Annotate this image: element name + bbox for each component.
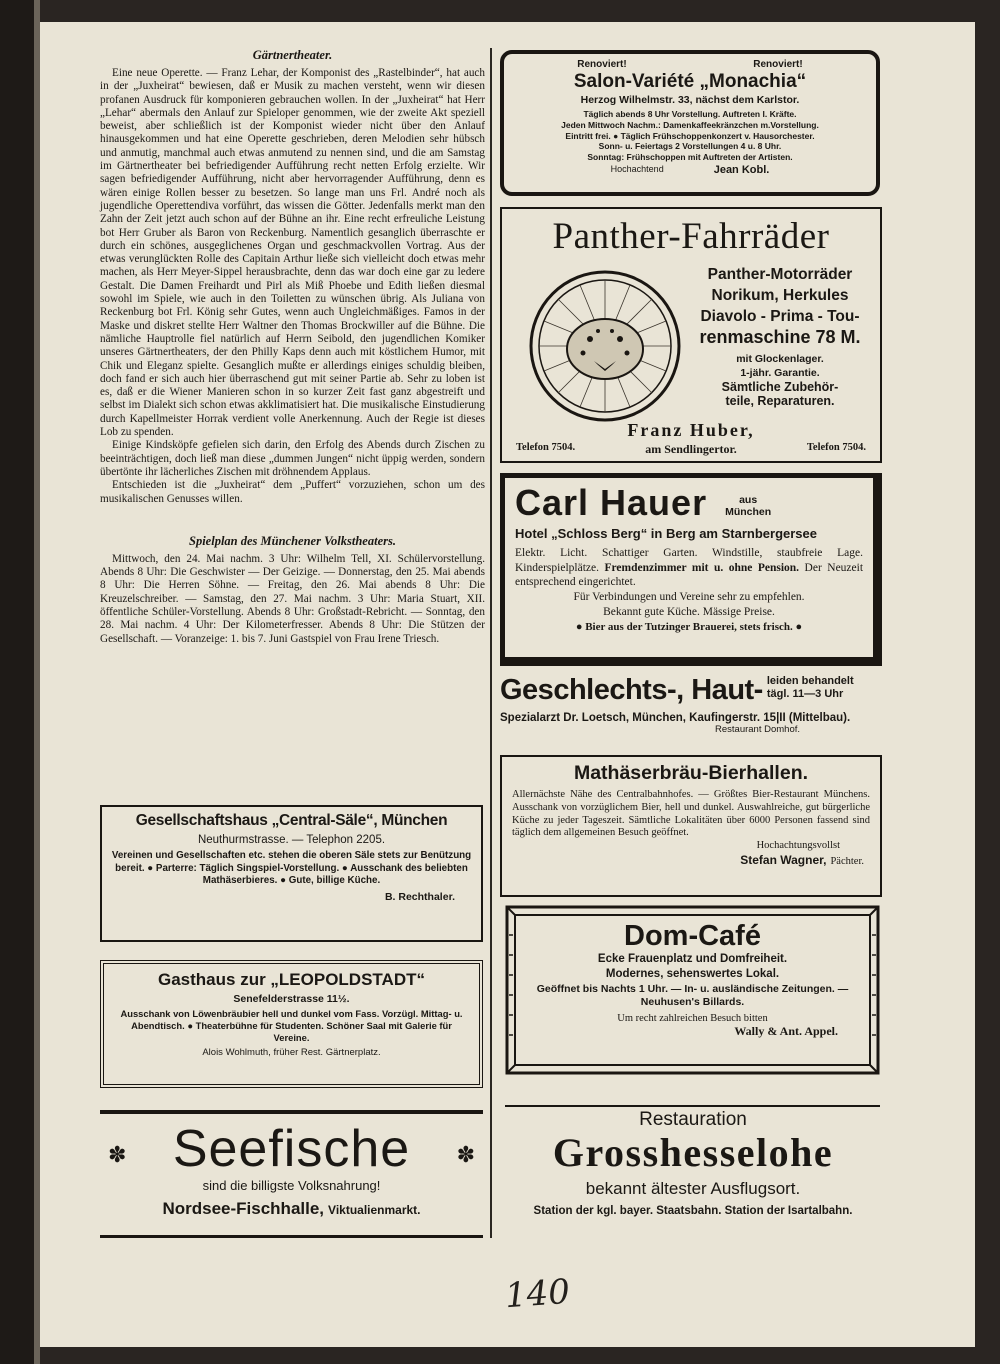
monachia-address: Herzog Wilhelmstr. 33, nächst dem Karlstor.	[580, 94, 800, 106]
seefische-location: Viktualienmarkt.	[328, 1203, 421, 1217]
panther-title: Panther-Fahrräder	[552, 216, 830, 257]
monachia-line-3: Eintritt frei. ● Täglich Frühschoppenkonzert v. Hausorchester.	[565, 130, 815, 141]
dom-cafe-request: Um recht zahlreichen Besuch bitten	[617, 1013, 768, 1024]
ad-mathaeser	[500, 755, 882, 897]
theater-review: Eine neue Operette. — Franz Lehar, der Komponist des „Rastelbinder“, hat auch in der „Juxheirat“ bewiesen, daß er Musik zu machen versteht, wenn wir diesen profanen Ausdruck für komponieren gebrauchen wollen. In der „Juxheirat“ hat Herr „Lehar“ abermals den Anlauf zur Spieloper genommen, wie der zweite Akt speziell beweist, aber schließlich ist der Komponist wieder nicht über den Anlauf hinausgekommen und hat eine Operette geschrieben, deren Melodien sehr hübsch und anmutig, manchmal auch etwas anmutend zu nennen sind, und die am Samstag im Gärtnertheater bei befriedigender Aufführung recht netten Erfolg erzielte. Wir sagen befriedigender Aufführung, nicht aber hervorragender Aufführung, denn es wären einige Rollen besser zu besetzen. So lange man uns Frl. André noch als jugendliche Operettendiva vorführt, das wissen die Götter. Jedenfalls merkt man den Zahn der Zeit jetzt auch schon auf der Bühne an ihr. Eine recht erfreuliche Leistung bot Herr Gruber als Baron von Reckenburg. Namentlich gesanglich überraschte er durch ein schönes, ausgeglichenes Organ und geschmackvollen Vortrag. Aus der etwas verunglückten Rolle des Capitain Arthur ließe sich vielleicht doch etwas mehr machen, als Herr Meyer-Sippel herausbrachte, denn das war doch eine gar zu ledere Gestalt. Die Damen Freihardt und Pirl als Miß Phoebe und Edith ließen diesmal sowohl im Spiele, wie auch in den Toiletten zu wünschen übrig. Als Juliana von Reckenburg bot Frl. König sehr Gutes, wenn auch Ungleichmäßiges. Famos in der Maske und diskret stellte Herr Waltner den Thomas Brockwiller auf die Bühne. Die nämliche Hauptrolle fiel natürlich auf Herrn Seibold, den jugendlichen Komiker unseres Gärtnertheaters, der den Philly Kaps denn auch mit köstlichem Humor, mit Chik und Eleganz spielte. Gesanglich mußte er allerdings einiges schuldig bleiben, doch fand er sich auch hier überraschend gut mit seiner Partie ab. Sehr zu loben ist es, daß er die Wiener Manieren schon in so kurzer Zeit fast ganz abgestreift und selbst im Dialekt sich schon etwas akklimatisiert hat. Die musikalische Einstudierung durch Kapellmeister Horrak verdient volle Anerkennung. Auch der Regie ist dieses Lob zu spenden.	[100, 67, 485, 439]
leopoldstadt-owner: Alois Wohlmuth, früher Rest. Gärtnerplatz.	[202, 1047, 381, 1058]
flower-ornament-icon: ✽	[108, 1142, 127, 1167]
dom-cafe-owner: Wally & Ant. Appel.	[734, 1024, 838, 1038]
mathaeser-owner: Stefan Wagner,	[740, 853, 827, 868]
dom-cafe-title: Dom-Café	[624, 920, 761, 952]
monachia-renoviert-right: Renoviert!	[753, 59, 803, 70]
hauer-text-3: Für Verbindungen und Vereine sehr zu empfehlen.	[573, 590, 805, 603]
panther-models-2: renmaschine 78 M.	[699, 327, 861, 347]
monachia-line-1: Täglich abends 8 Uhr Vorstellung. Auftreten I. Kräfte.	[583, 109, 797, 119]
spielplan-heading: Spielplan des Münchener Volkstheaters.	[189, 533, 396, 548]
left-column	[100, 48, 485, 646]
monachia-owner: Jean Kobl.	[713, 163, 770, 176]
panther-models: Diavolo - Prima - Tou-	[700, 308, 860, 325]
dom-cafe-address: Ecke Frauenplatz und Domfreiheit.	[597, 953, 788, 965]
monachia-line-2: Jeden Mittwoch Nachm.: Damenkaffeekränzchen m.Vorstellung.	[561, 119, 819, 130]
hauer-text-2: Der Neuzeit entsprechend eingerichtet.	[515, 561, 864, 588]
hauer-text-4: Bekannt gute Küche. Mässige Preise.	[603, 605, 775, 618]
central-saele-owner: B. Rechthaler.	[384, 890, 455, 903]
leopoldstadt-text: Ausschank von Löwenbräubier hell und dunkel vom Fass. Vorzügl. Mittag- u. Abendtisch. ● Theaterbühne für Studenten. Schöner Saal mit Galerie für Vereine.	[120, 1008, 463, 1043]
loetsch-side-2: tägl. 11—3 Uhr	[766, 688, 844, 700]
leopoldstadt-address: Senefelderstrasse 11½.	[233, 993, 350, 1005]
panther-parts-2: teile, Reparaturen.	[725, 394, 835, 408]
leopoldstadt-title: Gasthaus zur „LEOPOLDSTADT“	[158, 970, 425, 989]
mathaeser-role: Pächter.	[830, 856, 864, 868]
central-saele-title: Gesellschaftshaus „Central-Säle“, München	[135, 812, 448, 829]
hauer-aus: aus	[739, 494, 758, 506]
hauer-rooms: Fremdenzimmer mit u. ohne Pension.	[604, 561, 800, 574]
hauer-text-1: Elektr. Licht. Schattiger Garten. Windstille, staubfreie Lage. Kinderspielplätze.	[515, 547, 863, 574]
wheel-panther-icon	[528, 269, 682, 423]
hauer-hotel: Hotel „Schloss Berg“ in Berg am Starnbergersee	[515, 526, 817, 541]
loetsch-restaurant: Restaurant Domhof.	[715, 724, 801, 735]
theater-review-3: Entschieden ist die „Juxheirat“ dem „Puffert“ vorzuziehen, schon um des musikalischen Genusses willen.	[100, 479, 485, 505]
mathaeser-greeting: Hochachtungsvollst	[756, 840, 840, 852]
panther-motor: Panther-Motorräder	[707, 266, 853, 283]
mathaeser-title: Mathäserbräu-Bierhallen.	[573, 762, 809, 784]
ad-monachia	[500, 50, 880, 196]
theater-review-2: Einige Kindsköpfe gefielen sich darin, den Erfolg des Abends durch Zischen zu beeinträchtigen, doch ließ man diese „dummen Jungen“ nicht üppig werden, sondern übertönte ihr lächerliches Zischen mit dröhnendem Applaus.	[100, 439, 485, 478]
hauer-beer: ● Bier aus der Tutzinger Brauerei, stets frisch. ●	[575, 620, 803, 633]
hauer-city: München	[725, 506, 772, 518]
seefische-title: Seefische	[172, 1120, 411, 1178]
seefische-subtitle: sind die billigste Volksnahrung!	[202, 1178, 381, 1193]
hauer-name: Carl Hauer	[515, 482, 708, 523]
panther-parts: Sämtliche Zubehör-	[721, 380, 839, 394]
spielplan-text: Mittwoch, den 24. Mai nachm. 3 Uhr: Wilhelm Tell, XI. Schülervorstellung. Abends 8 Uhr: Die Geschwister — Der Geizige. — Donnerstag, den 25. Mai abends 8 Uhr: Die Herren Söhne. — Freitag, den 26. Mai abends 8 Uhr: Die Kreuzelschreiber. — Samstag, den 27. Mai nachm. 3 Uhr: Maria Stuart, XII. öffentliche Schüler-Vorstellung. Abends 8 Uhr: Großstadt-Rebricht. — Sonntag, den 28. Mai nachm. 4 Uhr: Der Kilometerfresser. Abends 8 Uhr: Die Stützen der Gesellschaft. — Voranzeige: 1. bis 7. Juni Gastspiel von Frau Irene Triesch.	[100, 552, 485, 645]
page-number: 140	[503, 1271, 572, 1317]
panther-guarantee: 1-jähr. Garantie.	[740, 367, 820, 379]
panther-phone-left: Telefon 7504.	[516, 442, 576, 453]
panther-phone-right: Telefon 7504.	[806, 442, 866, 453]
panther-brands: Norikum, Herkules	[711, 287, 849, 304]
monachia-line-4: Sonn- u. Feiertags 2 Vorstellungen 4 u. 8 Uhr.	[598, 141, 782, 152]
ad-carl-hauer	[500, 473, 882, 666]
theater-heading: Gärtnertheater.	[252, 48, 333, 62]
panther-bell: mit Glockenlager.	[736, 353, 824, 365]
monachia-title: Salon-Variété „Monachia“	[573, 71, 807, 92]
mathaeser-text: Allernächste Nähe des Centralbahnhofes. — Größtes Bier-Restaurant Münchens. Ausschank von vorzüglichem Bier, hell und dunkel. Auswahlreiche, gut bürgerliche Küche zu jeder Tageszeit. Sämtliche Lokalitäten über 6000 Personen fassend sind täglich dem allgemeinen Besuch geöffnet.	[512, 789, 870, 839]
monachia-renoviert-left: Renoviert!	[577, 59, 627, 70]
monachia-greeting: Hochachtend	[610, 163, 664, 174]
grosshesselohe-subtitle: bekannt ältester Ausflugsort.	[585, 1179, 801, 1198]
dom-cafe-hours: Geöffnet bis Nachts 1 Uhr. — In- u. ausländische Zeitungen. — Neuhusen's Billards.	[536, 983, 849, 1008]
flower-ornament-icon: ✽	[456, 1142, 475, 1167]
column-divider	[490, 48, 492, 1238]
central-saele-text: Vereinen und Gesellschaften etc. stehen die oberen Säle stets zur Benützung bereit. ● Parterre: Täglich Singspiel-Vorstellung. ● Ausschank des beliebten Mathäserbieres. ● Gute, billige Küche.	[111, 850, 472, 886]
loetsch-title: Geschlechts-, Haut-	[500, 674, 763, 706]
grosshesselohe-label: Restauration	[639, 1109, 747, 1130]
panther-location: am Sendlingertor.	[645, 442, 737, 456]
loetsch-side-1: leiden behandelt	[766, 675, 854, 687]
central-saele-address: Neuthurmstrasse. — Telephon 2205.	[197, 834, 386, 846]
ad-central-saele	[100, 805, 483, 942]
ad-seefische	[100, 1110, 483, 1238]
grosshesselohe-title: Grosshesselohe	[552, 1130, 834, 1175]
ad-panther	[500, 207, 882, 463]
ad-grosshesselohe	[497, 1105, 889, 1217]
grosshesselohe-station: Station der kgl. bayer. Staatsbahn. Station der Isartalbahn.	[533, 1205, 853, 1217]
ad-leopoldstadt	[100, 960, 483, 1088]
seefische-company: Nordsee-Fischhalle,	[162, 1199, 325, 1218]
loetsch-doctor: Spezialarzt Dr. Loetsch, München, Kaufingerstr. 15|II (Mittelbau).	[500, 712, 851, 724]
dom-cafe-slogan: Modernes, sehenswertes Lokal.	[605, 968, 780, 980]
ad-dom-cafe	[505, 905, 880, 1075]
monachia-line-5: Sonntag: Frühschoppen mit Auftreten der Artisten.	[587, 152, 793, 163]
panther-owner: Franz Huber,	[627, 420, 755, 440]
ad-loetsch	[500, 672, 885, 752]
